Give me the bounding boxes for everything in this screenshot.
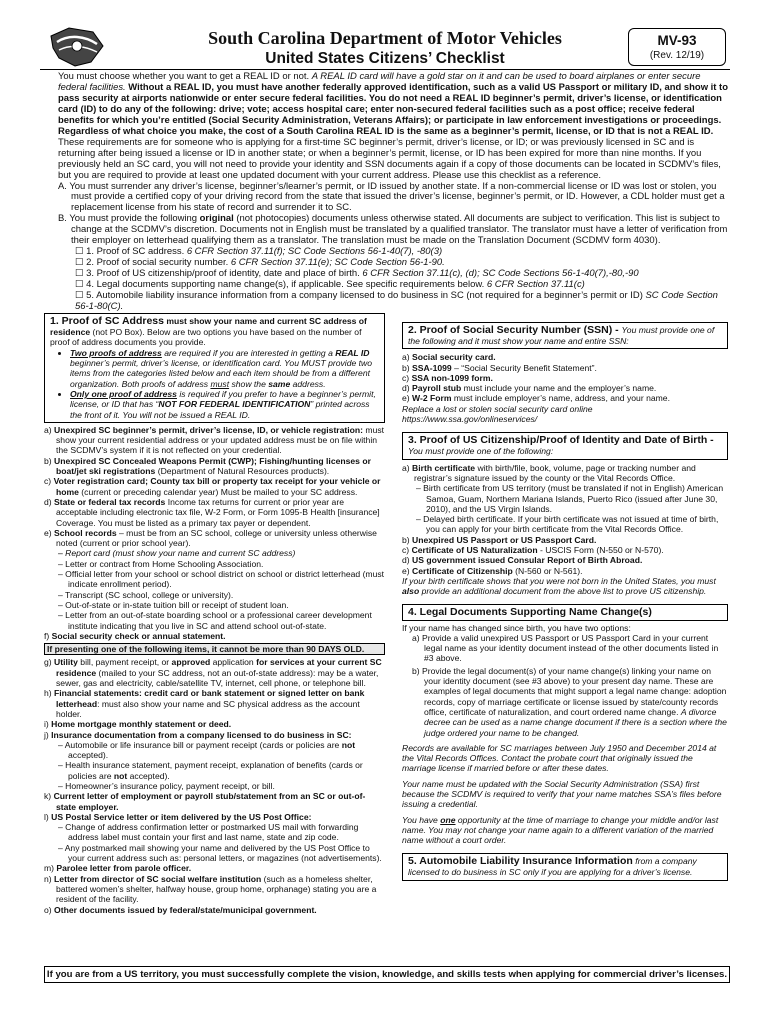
section-5-header-box [402,853,728,880]
bullet-bold: Two proofs of address [70,347,162,358]
cdl-territory-notice: If you are from a US territory, you must successfully complete the vision, knowledge, and skills tests when applying for commercial driver’s licenses. [44,966,730,983]
section-1-header-box [44,313,385,423]
checklist-ref: 6 CFR Section 37.11(f); SC Code Sections 56-1-40(7), -80(3) [186,246,443,258]
section-1-bullet-one-proof [70,389,379,420]
section-3-note: If your birth certificate shows that you were not born in the United States, you must also provide an additional document from the above list to prove US citizenship. [402,575,716,597]
section-1-bullet-two-proofs [70,348,379,389]
list-item: b) Unexpired SC Concealed Weapons Permit (CWP); Fishing/hunting licenses or boat/jet ski registrations (Department of Natural Resources products). [44,455,371,477]
section-1-list [44,425,385,915]
list-item: c) SSA non-1099 form. [402,372,493,383]
intro-b-text-2: (not photocopies) documents unless otherwise stated. All documents are subject to verification. This list is subject to change at the SCDMV’s discretion. Documents not in English must be translated by a qualified translator. The translator must have a letter of verification from their employer on letterhead qualifying them as a translator. The translation must be made on the Translation Document (SCDMV form 4030). [71,213,728,247]
intro-bold-text: Without a REAL ID, you must have another federally approved identification, such as a valid US Passport or military ID, and show it to pass security at airports nationwide or enter secure federal facilities. You do not need a REAL ID beginner’s permit, driver’s license, or identification card (ID) to do any of the following: drive; vote; access hospital care; enter non-secured federal facilities such as a post office; receive federal benefits for which you’re entitled (Social Security Administration, Veterans Affairs); or participate in law enforcement investigations or proceedings. Regardless of what choice you make, the cost of a South Carolina REAL ID is the same as a beginner’s permit, license, or ID that is not a REAL ID. [58,81,728,137]
intro-section [45,72,728,313]
title-block [170,28,600,69]
list-item: d) Payroll stub must include your name and the employer’s name. [402,383,657,394]
bullet-bold: NOT FOR FEDERAL IDENTIFICATION [158,399,311,410]
sub-item: – Report card (must show your name and current SC address) [58,548,296,559]
list-item: f) Social security check or annual statement. [44,630,226,641]
section-3-list [402,463,728,597]
list-item: d) US government issued Consular Report of Birth Abroad. [402,555,643,566]
section-4-title: 4. Legal Documents Supporting Name Change(s) [408,605,652,618]
bullet-text: show the [229,378,269,389]
checkbox-icon[interactable]: ☐ [75,246,87,258]
list-item: c) Certificate of US Naturalization - USCIS Form (N-550 or N-570). [402,545,664,556]
section-2-header-box [402,322,728,349]
section-2-list [402,352,728,424]
section-3-title: 3. Proof of US Citizenship/Proof of Identity and Date of Birth - [408,434,714,447]
section-5-subtitle: from a company licensed to do business in SC only if you are applying for a driver’s license. [408,856,697,878]
right-column [402,322,728,881]
list-item: b) SSA-1099 – “Social Security Benefit Statement”. [402,362,597,373]
section-4-paragraph: You have one opportunity at the time of marriage to change your middle and/or last name. You may not change your name again to a different variation of the married name without a court order. [402,814,719,846]
sub-item: – Official letter from your school or school district on school or district letterhead (must indicate enrollment period). [58,569,385,590]
checklist-label: 4. Legal documents supporting name change(s), if applicable. See specific requirements below. [86,279,487,291]
section-1-heading [50,315,379,348]
section-1-title: 1. Proof of SC Address [50,315,164,327]
bullet-text: are required if you are interested in getting a [161,347,336,358]
list-item: d) State or federal tax records Income tax returns for current or prior year are acceptable including electronic tax file, W-2 Form, or Form 1095-B Health [insurance] Coverage. You must be listed as a primary tax payer or dependent. [44,496,380,528]
list-item: k) Current letter of employment or payroll stub/statement from an SC or out-of-state employer. [44,791,366,812]
checklist-label: 3. Proof of US citizenship/proof of identity, date and place of birth. [86,268,363,280]
section-5-title: 5. Automobile Liability Insurance Information [408,855,633,868]
section-2-title: 2. Proof of Social Security Number (SSN) - [408,324,622,336]
checkbox-icon[interactable]: ☐ [75,257,87,269]
agency-title: South Carolina Department of Motor Vehicles [208,28,562,48]
checklist-label: 2. Proof of social security number. [86,257,231,269]
bullet-underline: must [210,378,230,389]
list-item: m) Parolee letter from parole officer. [44,863,192,874]
checklist-ref: 6 CFR Section 37.11(e); SC Code Section 56-1-90. [230,257,445,269]
intro-italic-text: A REAL ID card will have a gold star on it and can be used to board airplanes or enter secure federal facilities. [58,71,701,93]
section-4-paragraph: Your name must be updated with the Social Security Administration (SSA) first because the SCDMV is required to verify that your name matches SSA’s files before issuing a credential. [402,778,722,810]
list-item: a) Unexpired SC beginner’s permit, driver’s license, ID, or vehicle registration: must show your current residential address or your updated address must be on file within the SCDMV’s system if it is not reflected on your credential. [44,424,385,456]
section-2-subtitle: You must provide one of the following and it must show your name and entire SSN: [408,325,715,346]
intro-b-bold: original [199,213,234,225]
section-1-title-c: (not PO Box). Below are two options you have based on the number of proof of address documents you provide. [50,327,362,348]
list-item: e) Certificate of Citizenship (N-560 or N-561). [402,565,583,576]
header-divider [40,69,730,70]
intro-paragraph-realid [45,72,728,138]
checklist-label: 5. Automobile liability insurance information from a company licensed to do business in SC (not required for a beginner’s permit or ID) [86,290,646,302]
checklist-item[interactable] [45,291,728,313]
ssa-link-note[interactable]: Replace a lost or stolen social security card online https://www.ssa.gov/onlineservices/ [402,403,593,425]
sub-item: – Automobile or life insurance bill or payment receipt (cards or policies are not accepted). [58,739,356,761]
form-revision: (Rev. 12/19) [649,50,705,61]
list-item: e) W-2 Form must include employer’s name, address, and your name. [402,393,670,404]
section-3-header-box [402,432,728,459]
intro-b-text: B. You must provide the following [58,213,200,225]
section-4-list [402,623,728,846]
list-item: c) Voter registration card; County tax bill or property tax receipt for your vehicle or home (current or preceding calendar year) Must be mailed to your SC address. [44,476,381,497]
form-id-box [628,28,726,66]
section-4-paragraph: Records are available for SC marriages between July 1950 and December 2014 at the Vital Records Offices. Contact the probate court that originally issued the marriage license if married before or after these dates. [402,742,717,774]
list-item: g) Utility bill, payment receipt, or approved application for services at your current SC residence (mailed to your SC address, not an out-of-state address): may be a water, sewer, gas and electricity, cable/satellite TV, internet, cell phone, or telephone bill. [44,657,382,689]
list-item: a) Provide a valid unexpired US Passport or US Passport Card in your current legal name as your identity document instead of the other documents listed in #3 above. [412,632,719,664]
ninety-days-warning: If presenting one of the following items, it cannot be more than 90 DAYS OLD. [44,643,385,655]
intro-paragraph-requirements: These requirements are for someone who is applying for a first-time SC beginner’s permit, driver’s license, or ID; or was previously licensed in SC and is returning after being issued a license or ID in another state; or when a beginner’s permit, license, or ID has been expired for more than nine months. If you previously held an SC card, you will not need to provide your identity and SSN documents again if a copy of those documents can be located in SCDMV’s files, but you are required to provide at least one updated document with your current address. Please use this checklist as a reference. [58,136,721,181]
section-4-lead: If your name has changed since birth, you have two options: [402,622,631,633]
list-item: h) Financial statements: credit card or bank statement or signed letter on bank letterhead: must also show your name and SC physical address as the account holder. [44,688,365,719]
bullet-bold: REAL ID [335,347,370,358]
list-item: n) Letter from director of SC social welfare institution (such as a homeless shelter, battered women’s shelter, halfway house, group home, orphanage) stating you are a resident of the facility. [44,873,377,905]
bullet-text: is required if you prefer to have a beginner’s permit, license, or ID that has “ [70,389,376,410]
list-item: b) Provide the legal document(s) of your name change(s) linking your name on your identity document (see #3 above) to your present day name. These are examples of legal documents that might support a legal name change: adoption records, copy of marriage certificate or license issued by state/county records office, certificate of naturalization, and court ordered name change. A divorce decree can be used as a name change document if there is a section where the judge ordered your name to be changed. [412,665,727,738]
sub-item: – Homeowner’s insurance policy, payment receipt, or bill. [58,780,275,791]
list-item: a) Birth certificate with birth/file, book, volume, page or tracking number and registrar’s signature issued by the county or the Vital Records Office. [402,462,696,483]
checkbox-icon[interactable]: ☐ [75,279,87,291]
bullet-text: ” printed across the front of it. You will not be issued a REAL ID. [70,399,370,420]
sub-item: – Change of address confirmation letter or postmarked US mail with forwarding address label must contain your first and last name, state and zip code. [58,822,359,843]
sub-item: – Delayed birth certificate. If your birth certificate was not issued at time of birth, you can apply for your birth certificate from the Vital Records Office. [416,514,719,535]
checklist-ref: SC Code Section 56-1-80(C). [75,290,718,313]
section-4-header-box [402,604,728,621]
list-item: l) US Postal Service letter or item delivered by the US Post Office: [44,811,312,822]
section-3-subtitle: You must provide one of the following: [408,446,554,457]
intro-text: You must choose whether you want to get a REAL ID or not. [58,71,312,82]
intro-item-a: A. You must surrender any driver’s license, beginner’s/learner’s permit, or ID issued by another state. If a non-commercial license or ID was lost or stolen, you must provide a certified copy of your driving record from the state that issued the driver’s license, beginner’s permit, or ID. However, a CDL holder must get a replacement license from his state of record and surrender it to SC. [58,180,725,214]
sub-item: – Letter from an out-of-state boarding school or a professional career development institute indicating that you live in SC and attend school out-of-state. [58,610,372,631]
bullet-bold: same [268,378,291,389]
intro-item-b [45,214,728,247]
scdmv-logo-icon [47,24,107,68]
sub-item: – Any postmarked mail showing your name and delivered by the US Post Office to your current address such as: personal letters, or magazines (not advertisements). [58,842,382,864]
checkbox-icon[interactable]: ☐ [75,268,87,280]
checklist-ref: 6 CFR Section 37.11(c), (d); SC Code Sections 56-1-40(7),-80,-90 [362,268,639,280]
sub-item: – Letter or contract from Home Schooling Association. [58,558,264,569]
bullet-text: beginner’s permit, driver’s license, or identification card. You MUST provide two items from the categories listed below and each item should be from a different organization. Both proofs of address [70,358,373,389]
left-column [44,313,385,915]
list-item: b) Unexpired US Passport or US Passport Card. [402,534,597,545]
sub-item: – Birth certificate from US territory (must be translated if not in English) American Samoa, Guam, Northern Mariana Islands, Puerto Rico (issued after June 30, 2010), and the US Virgin Islands. [416,483,724,514]
sub-item: – Out-of-state or in-state tuition bill or receipt of student loan. [58,599,289,610]
list-item: e) School records – must be from an SC school, college or university unless otherwise noted (current or prior school year). [44,527,377,549]
bullet-bold: Only one proof of address [70,389,177,399]
section-1-title-b: must show your name and current SC address of residence [50,316,367,337]
list-item: j) Insurance documentation from a company licensed to do business in SC: [44,729,352,740]
checklist-ref: 6 CFR Section 37.11(c) [486,279,585,291]
checkbox-icon[interactable]: ☐ [75,290,87,302]
sub-item: – Transcript (SC school, college or university). [58,589,234,600]
document-title: United States Citizens’ Checklist [265,50,505,67]
form-id: MV-93 [657,33,697,48]
sub-item: – Health insurance statement, payment receipt, explanation of benefits (cards or policies are not accepted). [58,760,363,781]
list-item: o) Other documents issued by federal/state/municipal government. [44,904,317,915]
list-item: i) Home mortgage monthly statement or deed. [44,719,232,730]
checklist-label: 1. Proof of SC address. [86,246,187,258]
list-item: a) Social security card. [402,352,496,363]
bullet-text: address. [290,378,326,389]
